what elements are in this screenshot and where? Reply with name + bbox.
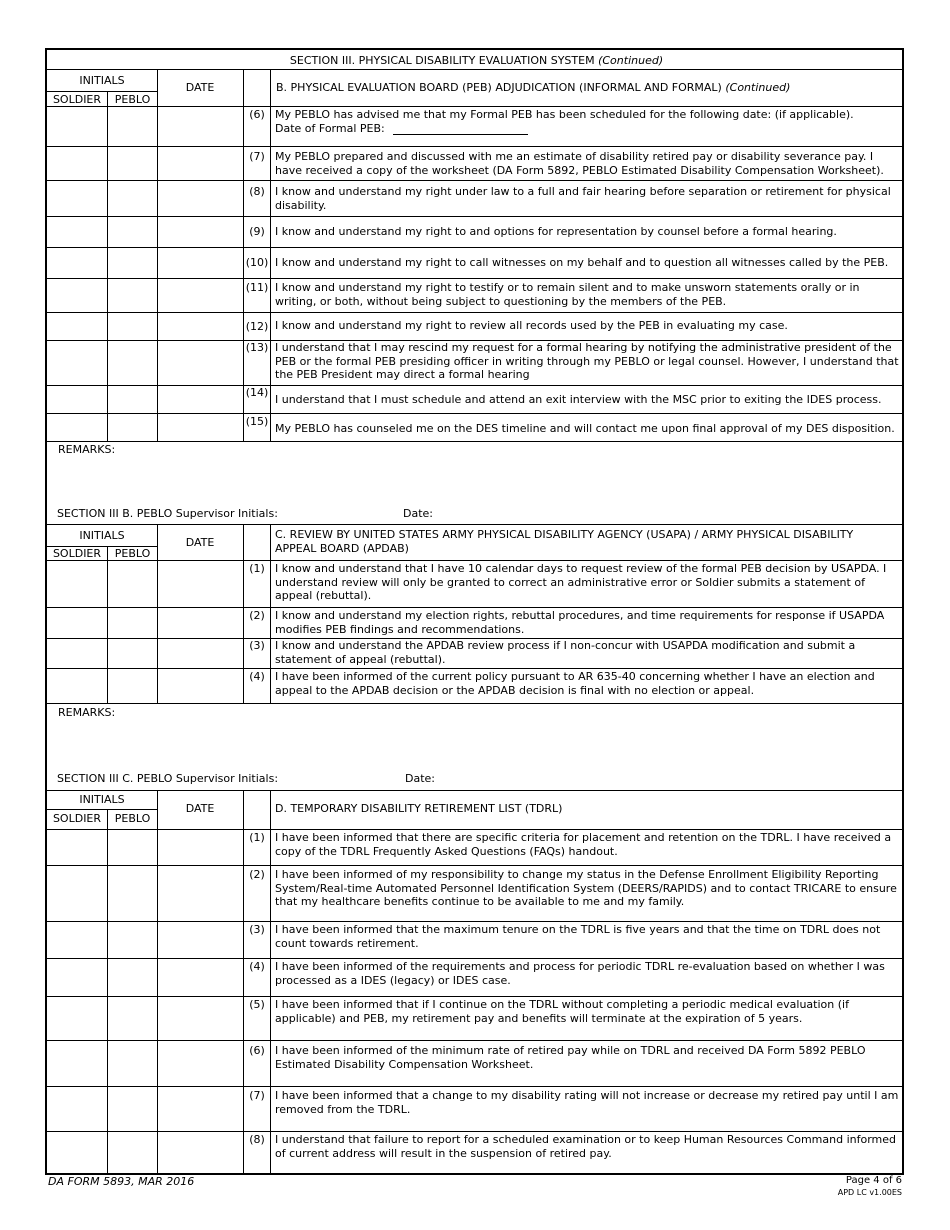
item-d-2-num: (2): [249, 868, 265, 881]
item-d-6-num: (6): [249, 1044, 265, 1057]
item-c-3-num: (3): [249, 639, 265, 652]
formal-peb-date-field[interactable]: [393, 123, 528, 135]
item-b-6-text: [275, 108, 900, 135]
item-c-1-text: I know and understand that I have 10 calendar days to request review of the formal PEB decision by USAPDA. I understand review will only be granted to correct an administrative error or Soldier submits a statement of appeal (rebuttal).: [275, 562, 887, 602]
item-b-13-num: (13): [245, 341, 269, 354]
item-d-6-text: I have been informed of the minimum rate of retired pay while on TDRL and received DA Form 5892 PEBLO Estimated Disability Compensation Worksheet.: [275, 1044, 866, 1071]
item-b-14-num: (14): [245, 386, 269, 399]
item-b-9-text: I know and understand my right to and options for representation by counsel before a formal hearing.: [275, 225, 837, 238]
part-d-title: D. TEMPORARY DISABILITY RETIREMENT LIST (TDRL): [275, 802, 563, 815]
part-b-title-continued: (Continued): [725, 81, 791, 94]
item-b-11-num: (11): [245, 281, 269, 294]
date-header-d: DATE: [185, 802, 215, 815]
item-b-7-num: (7): [249, 150, 265, 163]
item-d-7-num: (7): [249, 1089, 265, 1102]
item-b-7-text: My PEBLO prepared and discussed with me an estimate of disability retired pay or disability severance pay. I have received a copy of the worksheet (DA Form 5892, PEBLO Estimated Disability Compensation Worksheet).: [275, 150, 884, 177]
item-b-8-text: I know and understand my right under law to a full and fair hearing before separation or retirement for physical disability.: [275, 185, 891, 212]
item-b-15-num: (15): [245, 415, 269, 428]
item-d-4-text: I have been informed of the requirements and process for periodic TDRL re-evaluation based on whether I was processed as a IDES (legacy) or IDES case.: [275, 960, 885, 987]
formal-peb-date-label: Date of Formal PEB:: [275, 121, 385, 135]
initials-header-c: INITIALS: [79, 529, 125, 542]
item-c-3-text: I know and understand the APDAB review process if I non-concur with USAPDA modification and submit a statement of appeal (rebuttal).: [275, 639, 856, 666]
page-info: [838, 1175, 902, 1199]
soldier-header-b: SOLDIER: [52, 93, 102, 106]
peblo-header-b: PEBLO: [114, 93, 151, 106]
item-d-5-text: I have been informed that if I continue on the TDRL without completing a periodic medical evaluation (if applicable) and PEB, my retirement pay and benefits will terminate at the expiration of 5 years.: [275, 998, 849, 1025]
item-d-2-text: I have been informed of my responsibility to change my status in the Defense Enrollment Eligibility Reporting System/Real-time Automated Personnel Identification System (DEERS/RAPIDS) and to contact TRICARE to ensure that my healthcare benefits continue to be available to me and my family.: [275, 868, 897, 908]
form-page: [45, 48, 904, 1175]
form-number: DA FORM 5893, MAR 2016: [48, 1175, 195, 1188]
item-d-3-num: (3): [249, 923, 265, 936]
item-d-8-text: I understand that failure to report for a scheduled examination or to keep Human Resources Command informed of current address will result in the suspension of retired pay.: [275, 1133, 896, 1160]
section-header: [47, 54, 906, 67]
item-d-5-num: (5): [249, 998, 265, 1011]
item-b-11-text: I know and understand my right to testify or to remain silent and to make unsworn statements orally or in writing, or both, without being subject to questioning by the members of the PEB.: [275, 281, 860, 308]
item-b-6-num: (6): [249, 108, 265, 121]
remarks-b-label: REMARKS:: [58, 443, 116, 456]
item-b-15-text: My PEBLO has counseled me on the DES timeline and will contact me upon final approval of my DES disposition.: [275, 422, 895, 435]
initials-header-b: INITIALS: [79, 74, 125, 87]
item-b-9-num: (9): [249, 225, 265, 238]
item-c-1-num: (1): [249, 562, 265, 575]
initials-header-d: INITIALS: [79, 793, 125, 806]
item-d-8-num: (8): [249, 1133, 265, 1146]
item-b-10-text: I know and understand my right to call witnesses on my behalf and to question all witnesses called by the PEB.: [275, 256, 889, 269]
item-c-2-num: (2): [249, 609, 265, 622]
form-version: APD LC v1.00ES: [837, 1188, 902, 1197]
item-b-6-statement: My PEBLO has advised me that my Formal PEB has been scheduled for the following date: (if applicable).: [275, 108, 854, 121]
item-b-13-text: I understand that I may rescind my request for a formal hearing by notifying the administrative president of the PEB or the formal PEB presiding officer in writing through my PEBLO or legal counsel. However, I understand that the PEB President may direct a formal hearing: [275, 341, 899, 381]
item-d-3-text: I have been informed that the maximum tenure on the TDRL is five years and that the time on TDRL does not count towards retirement.: [275, 923, 881, 950]
soldier-header-c: SOLDIER: [52, 547, 102, 560]
item-b-12-num: (12): [245, 320, 269, 333]
page-number: Page 4 of 6: [845, 1175, 902, 1186]
supervisor-b-label: SECTION III B. PEBLO Supervisor Initials:: [57, 507, 278, 520]
item-b-14-text: I understand that I must schedule and attend an exit interview with the MSC prior to exiting the IDES process.: [275, 393, 882, 406]
section-header-text: SECTION III. PHYSICAL DISABILITY EVALUATION SYSTEM: [289, 54, 595, 67]
peblo-header-c: PEBLO: [114, 547, 151, 560]
item-b-10-num: (10): [245, 256, 269, 269]
item-b-12-text: I know and understand my right to review all records used by the PEB in evaluating my case.: [275, 319, 788, 332]
part-b-title-text: B. PHYSICAL EVALUATION BOARD (PEB) ADJUDICATION (INFORMAL AND FORMAL): [276, 81, 722, 94]
section-header-continued: (Continued): [598, 54, 664, 67]
item-c-4-text: I have been informed of the current policy pursuant to AR 635-40 concerning whether I have an election and appeal to the APDAB decision or the APDAB decision is final with no election or appeal.: [275, 670, 875, 697]
supervisor-c-date-label: Date:: [405, 772, 435, 785]
date-header-b: DATE: [185, 81, 215, 94]
item-c-4-num: (4): [249, 670, 265, 683]
item-d-1-text: I have been informed that there are specific criteria for placement and retention on the TDRL. I have received a copy of the TDRL Frequently Asked Questions (FAQs) handout.: [275, 831, 892, 858]
part-b-title: [276, 81, 790, 94]
supervisor-b-date-label: Date:: [403, 507, 433, 520]
soldier-header-d: SOLDIER: [52, 812, 102, 825]
item-d-7-text: I have been informed that a change to my disability rating will not increase or decrease my retired pay until I am removed from the TDRL.: [275, 1089, 899, 1116]
part-c-title: C. REVIEW BY UNITED STATES ARMY PHYSICAL DISABILITY AGENCY (USAPA) / ARMY PHYSICAL DISABILITY APPEAL BOARD (APDAB): [275, 528, 854, 555]
item-d-1-num: (1): [249, 831, 265, 844]
item-d-4-num: (4): [249, 960, 265, 973]
item-b-8-num: (8): [249, 185, 265, 198]
item-c-2-text: I know and understand my election rights, rebuttal procedures, and time requirements for response if USAPDA modifies PEB findings and recommendations.: [275, 609, 885, 636]
date-header-c: DATE: [185, 536, 215, 549]
supervisor-c-label: SECTION III C. PEBLO Supervisor Initials:: [57, 772, 279, 785]
remarks-c-label: REMARKS:: [58, 706, 116, 719]
peblo-header-d: PEBLO: [114, 812, 151, 825]
